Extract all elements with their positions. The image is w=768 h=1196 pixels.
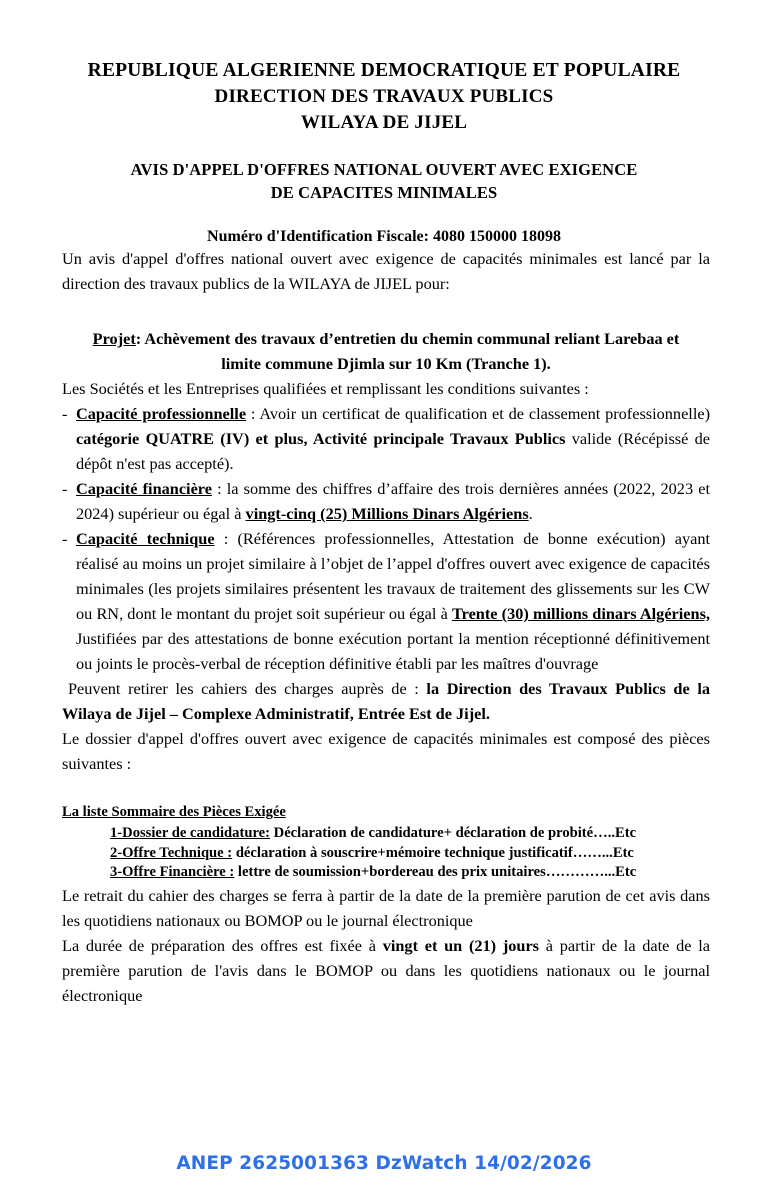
anep-footer: ANEP 2625001363 DzWatch 14/02/2026 <box>176 1153 592 1174</box>
condition-text-2: Justifiées par des attestations de bonne exécution portant la mention réceptionné définitivement ou joints le procès-verbal de réception définitive établi par les maîtres d'ouvrage <box>76 629 710 673</box>
dossier-composition-paragraph: Le dossier d'appel d'offres ouvert avec exigence de capacités minimales est composé des pièces suivantes : <box>62 729 710 773</box>
subtitle-line-2: DE CAPACITES MINIMALES <box>270 183 498 202</box>
intro-paragraph: Un avis d'appel d'offres national ouvert avec exigence de capacités minimales est lancé par la direction des travaux publics de la WILAYA de JIJEL pour: <box>62 249 710 293</box>
preparation-text-2: à partir de la date de la première parution de l'avis dans le BOMOP ou dans les quotidiens nationaux ou le journal électronique <box>62 935 711 1005</box>
condition-text-2: . <box>528 504 533 523</box>
condition-bold-1: vingt-cinq (25) Millions Dinars Algériens <box>245 504 529 523</box>
condition-text-1: (Références professionnelles, Attestation de bonne exécution) ayant réalisé au moins un projet similaire à l’objet de l’appel d'offres ouvert avec exigence de capacités minimales (les projets similaires présentent les travaux de traitement des glissements sur les CW ou RN, dont le montant du projet soit supérieur ou égal à <box>76 529 710 623</box>
conditions-intro: Les Sociétés et les Entreprises qualifiées et remplissant les conditions suivantes : <box>62 379 589 398</box>
condition-separator: : <box>214 529 238 548</box>
project-description: Achèvement des travaux d’entretien du chemin communal reliant Larebaa et limite commune Djimla sur 10 Km (Tranche 1). <box>144 329 680 373</box>
header-line-direction: DIRECTION DES TRAVAUX PUBLICS <box>214 86 554 107</box>
piece-label: 1-Dossier de candidature: <box>110 825 270 841</box>
piece-label: 2-Offre Technique : <box>110 844 233 861</box>
condition-item-technical <box>62 526 710 676</box>
condition-title: Capacité financière <box>76 479 212 498</box>
condition-separator: : <box>246 404 260 423</box>
withdrawal-address: la Direction des Travaux Publics de la Wilaya de Jijel – Complexe Administratif, Entrée Est de Jijel. <box>62 679 710 723</box>
condition-separator: : <box>211 479 227 498</box>
pieces-list-title: La liste Sommaire des Pièces Exigée <box>62 804 286 820</box>
piece-item-technical-offer <box>110 844 710 864</box>
piece-item-financial-offer <box>110 863 710 883</box>
fiscal-identification-number: Numéro d'Identification Fiscale: 4080 150000 18098 <box>207 228 561 245</box>
conditions-list <box>62 401 710 676</box>
document-body <box>62 246 710 1008</box>
notice-subtitle <box>0 158 768 204</box>
piece-text: Déclaration de candidature+ déclaration de probité…..Etc <box>270 825 637 841</box>
bullet-dash: - <box>62 529 68 548</box>
piece-item-candidature <box>110 824 710 844</box>
condition-item-financial <box>62 476 710 526</box>
offer-preparation-paragraph <box>62 933 710 1008</box>
project-title-block <box>88 326 684 376</box>
document-page <box>0 58 768 1196</box>
document-header <box>0 58 768 136</box>
condition-text-1: la somme des chiffres d’affaire des trois dernières années (2022, 2023 et 2024) supérieur ou égal à <box>76 479 710 523</box>
piece-text: déclaration à souscrire+mémoire technique justificatif……...Etc <box>232 844 634 861</box>
condition-item-professional <box>62 401 710 476</box>
condition-bold-1: catégorie QUATRE (IV) et plus, Activité principale Travaux Publics <box>76 429 566 448</box>
condition-title: Capacité technique <box>76 529 215 548</box>
withdrawal-location-paragraph <box>62 676 710 726</box>
project-label: Projet <box>92 329 136 348</box>
condition-title: Capacité professionnelle <box>76 404 247 423</box>
header-line-republic: REPUBLIQUE ALGERIENNE DEMOCRATIQUE ET POPULAIRE <box>87 60 681 81</box>
pieces-list <box>62 824 710 883</box>
preparation-text-1: La durée de préparation des offres est fixée à <box>62 935 383 955</box>
piece-label: 3-Offre Financière : <box>110 864 235 880</box>
bullet-dash: - <box>62 479 68 498</box>
header-line-wilaya: WILAYA DE JIJEL <box>300 112 468 133</box>
subtitle-line-1: AVIS D'APPEL D'OFFRES NATIONAL OUVERT AVEC EXIGENCE <box>130 160 638 179</box>
condition-bold-1: Trente (30) millions dinars Algériens, <box>451 604 710 623</box>
withdrawal-start-paragraph: Le retrait du cahier des charges se ferra à partir de la date de la première parution de cet avis dans les quotidiens nationaux ou BOMOP ou le journal électronique <box>62 885 710 930</box>
project-label-suffix: : <box>135 329 142 348</box>
bullet-dash: - <box>62 404 68 423</box>
piece-text: lettre de soumission+bordereau des prix unitaires…………...Etc <box>234 864 637 880</box>
preparation-duration: vingt et un (21) jours <box>382 935 539 955</box>
condition-text-2: valide (Récépissé de dépôt n'est pas accepté). <box>76 429 710 473</box>
condition-text-1: Avoir un certificat de qualification et de classement professionnelle) <box>259 404 710 423</box>
withdrawal-text: Peuvent retirer les cahiers des charges auprès de : <box>68 679 427 698</box>
